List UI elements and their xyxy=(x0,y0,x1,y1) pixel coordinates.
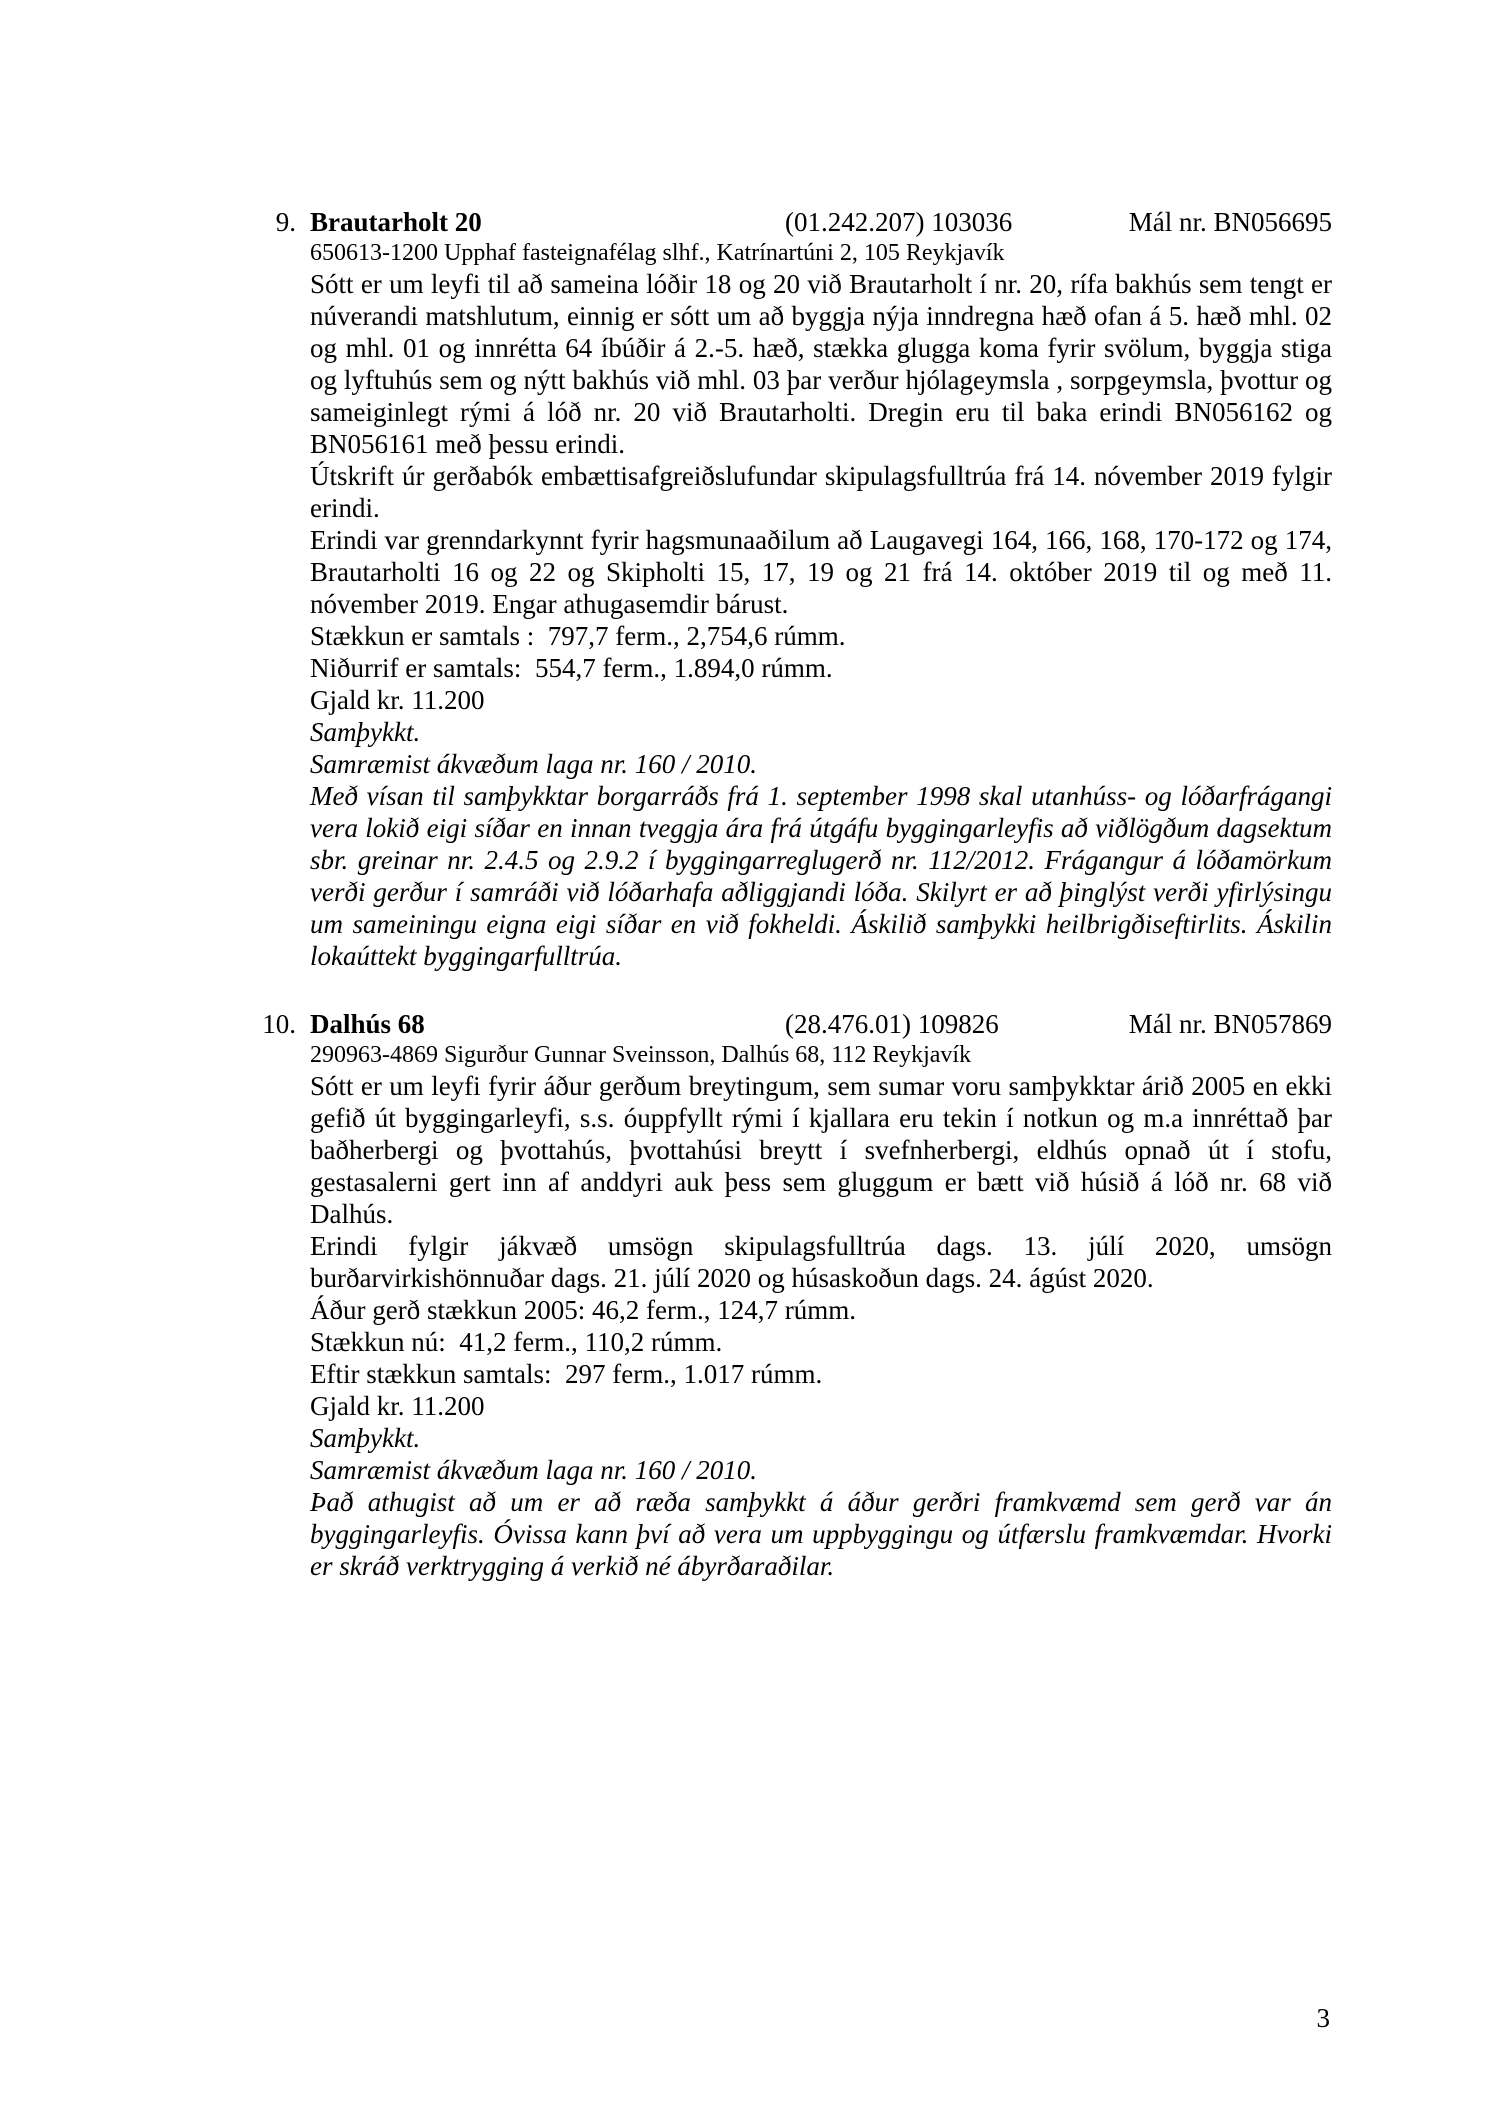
item-title: Brautarholt 20 xyxy=(310,207,482,237)
item-property-code: (01.242.207) 103036 xyxy=(785,207,1013,237)
line-fee: Gjald kr. 11.200 xyxy=(310,1391,485,1421)
paragraph-application: Sótt er um leyfi til að sameina lóðir 18 og 20 við Brautarholt í nr. 20, rífa bakhús sem tengt er núverandi matshlutum, einnig er sótt um að byggja nýja inndregna hæð ofan á 5. hæð mhl. 02 og mhl. 01 og innrétta 64 íbúðir á 2.-5. hæð, stækka glugga koma fyrir svölum, byggja stiga og lyftuhús sem og nýtt bakhús við mhl. 03 þar verður hjólageymsla , sorpgeymsla, þvottur og sameiginlegt rými á lóð nr. 20 við Brautarholti. Dregin eru til baka erindi BN056162 og BN056161 með þessu erindi. xyxy=(310,269,1332,459)
line-prior-expansion: Áður gerð stækkun 2005: 46,2 ferm., 124,7 rúmm. xyxy=(310,1295,856,1325)
item-property-code: (28.476.01) 109826 xyxy=(785,1009,999,1039)
agenda-item-10 xyxy=(252,1008,1332,1582)
item-header xyxy=(310,206,1332,238)
agenda-item-9 xyxy=(252,206,1332,972)
paragraph-remark: Það athugist að um er að ræða samþykkt á áður gerðri framkvæmd sem gerð var án byggingarleyfis. Óvissa kann því að vera um uppbyggingu og útfærslu framkvæmdar. Hvorki er skráð verktrygging á verkið né ábyrðaraðilar. xyxy=(310,1487,1332,1581)
line-law-reference: Samræmist ákvæðum laga nr. 160 / 2010. xyxy=(310,1455,758,1485)
item-title: Dalhús 68 xyxy=(310,1009,425,1039)
item-case-number: Mál nr. BN056695 xyxy=(1128,207,1332,237)
paragraph-transcript: Útskrift úr gerðabók embættisafgreiðslufundar skipulagsfulltrúa frá 14. nóvember 2019 fylgir erindi. xyxy=(310,461,1332,523)
line-expansion-now: Stækkun nú: 41,2 ferm., 110,2 rúmm. xyxy=(310,1327,723,1357)
page-number: 3 xyxy=(1316,2003,1330,2033)
paragraph-conditions: Með vísan til samþykktar borgarráðs frá 1. september 1998 skal utanhúss- og lóðarfrágangi vera lokið eigi síðar en innan tveggja ára frá útgáfu byggingarleyfis að viðlögðum dagsektum sbr. greinar nr. 2.4.5 og 2.9.2 í byggingarreglugerð nr. 112/2012. Frágangur á lóðamörkum verði gerður í samráði við lóðarhafa aðliggjandi lóða. Skilyrt er að þinglýst verði yfirlýsingu um sameiningu eigna eigi síðar en við fokheldi. Áskilið samþykki heilbrigðiseftirlits. Áskilin lokaúttekt byggingarfulltrúa. xyxy=(310,781,1332,971)
line-law-reference: Samræmist ákvæðum laga nr. 160 / 2010. xyxy=(310,749,758,779)
paragraph-application: Sótt er um leyfi fyrir áður gerðum breytingum, sem sumar voru samþykktar árið 2005 en ekki gefið út byggingarleyfi, s.s. óuppfyllt rými í kjallara eru tekin í notkun og m.a innréttað þar baðherbergi og þvottahús, þvottahúsi breytt í svefnherbergi, eldhús opnað út í stofu, gestasalerni gert inn af anddyri auk þess sem gluggum er bætt við húsið á lóð nr. 68 við Dalhús. xyxy=(310,1071,1332,1229)
line-approved: Samþykkt. xyxy=(310,717,421,747)
line-fee: Gjald kr. 11.200 xyxy=(310,685,485,715)
item-owner-line: 650613-1200 Upphaf fasteignafélag slhf., Katrínartúni 2, 105 Reykjavík xyxy=(310,240,1005,266)
item-case-number: Mál nr. BN057869 xyxy=(1128,1009,1332,1039)
line-approved: Samþykkt. xyxy=(310,1423,421,1453)
line-after-expansion: Eftir stækkun samtals: 297 ferm., 1.017 rúmm. xyxy=(310,1359,823,1389)
line-expansion-total: Stækkun er samtals : 797,7 ferm., 2,754,6 rúmm. xyxy=(310,621,846,651)
paragraph-notification: Erindi var grenndarkynnt fyrir hagsmunaaðilum að Laugavegi 164, 166, 168, 170-172 og 174, Brautarholti 16 og 22 og Skipholti 15, 17, 19 og 21 frá 14. október 2019 til og með 11. nóvember 2019. Engar athugasemdir bárust. xyxy=(310,525,1332,619)
minutes-content xyxy=(252,206,1332,1618)
item-header xyxy=(310,1008,1332,1040)
paragraph-attachments: Erindi fylgir jákvæð umsögn skipulagsfulltrúa dags. 13. júlí 2020, umsögn burðarvirkishönnuðar dags. 21. júlí 2020 og húsaskoðun dags. 24. ágúst 2020. xyxy=(310,1231,1332,1293)
item-number: 9. xyxy=(275,207,296,237)
line-demolition-total: Niðurrif er samtals: 554,7 ferm., 1.894,0 rúmm. xyxy=(310,653,833,683)
item-number: 10. xyxy=(262,1009,296,1039)
item-owner-line: 290963-4869 Sigurður Gunnar Sveinsson, Dalhús 68, 112 Reykjavík xyxy=(310,1042,972,1068)
